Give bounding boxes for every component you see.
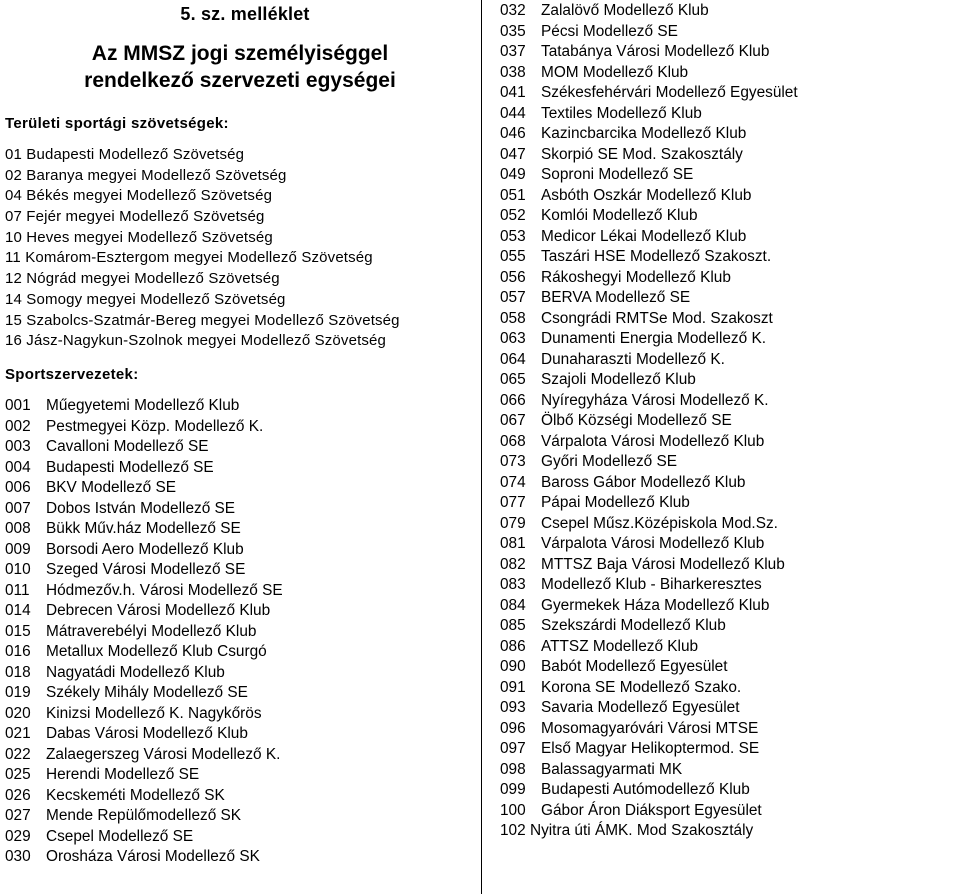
- club-item: [500, 247, 798, 268]
- federation-item: 15 Szabolcs-Szatmár-Bereg megyei Modellező Szövetség: [5, 311, 400, 329]
- club-item: [500, 288, 798, 309]
- club-name: Gyermekek Háza Modellező Klub: [541, 596, 770, 614]
- clubs-list-right: [500, 1, 798, 842]
- club-item: [5, 683, 283, 704]
- clubs-heading: Sportszervezetek:: [5, 366, 139, 383]
- club-code: 096: [500, 719, 526, 737]
- club-code: 041: [500, 84, 526, 101]
- club-name: Csepel Modellező SE: [46, 827, 194, 845]
- club-name: Pápai Modellező Klub: [541, 494, 690, 511]
- club-name: Zalalövő Modellező Klub: [541, 2, 709, 19]
- club-code: 079: [500, 514, 526, 532]
- club-code: 084: [500, 596, 526, 614]
- federation-item: 14 Somogy megyei Modellező Szövetség: [5, 290, 286, 308]
- club-item: [500, 42, 798, 63]
- main-title: [5, 40, 475, 94]
- club-name: Rákoshegyi Modellező Klub: [541, 268, 731, 286]
- club-code: 002: [5, 417, 31, 435]
- club-code: 057: [500, 289, 526, 306]
- club-code: 025: [5, 766, 31, 783]
- club-name: Debrecen Városi Modellező Klub: [46, 602, 271, 619]
- club-code: 056: [500, 268, 526, 286]
- club-name: Orosháza Városi Modellező SK: [46, 848, 260, 865]
- club-name: Skorpió SE Mod. Szakosztály: [541, 145, 743, 163]
- club-name: Várpalota Városi Modellező Klub: [541, 432, 765, 450]
- club-code: 035: [500, 22, 526, 40]
- club-code: 055: [500, 248, 526, 265]
- club-item: [500, 780, 798, 801]
- club-item: [500, 411, 798, 432]
- federation-item: 01 Budapesti Modellező Szövetség: [5, 146, 245, 163]
- club-item: [500, 452, 798, 473]
- club-item: [500, 657, 798, 678]
- club-name: Győri Modellező SE: [541, 453, 678, 470]
- club-item: [5, 786, 283, 807]
- club-code: 093: [500, 699, 526, 716]
- club-item: [5, 396, 283, 417]
- club-name: Székesfehérvári Modellező Egyesület: [541, 84, 798, 101]
- club-name: Tatabánya Városi Modellező Klub: [541, 43, 770, 60]
- club-name: Babót Modellező Egyesület: [541, 658, 728, 675]
- club-name: Bükk Műv.ház Modellező SE: [46, 520, 241, 537]
- club-item: [500, 22, 798, 43]
- federations-heading: Területi sportági szövetségek:: [5, 115, 229, 132]
- club-item: [5, 806, 283, 827]
- club-name: Budapesti Autómodellező Klub: [541, 781, 750, 798]
- club-code: 066: [500, 391, 526, 409]
- club-code: 099: [500, 781, 526, 798]
- club-item: [500, 801, 798, 822]
- club-item: [500, 124, 798, 145]
- club-code: 038: [500, 63, 526, 81]
- club-item: [500, 432, 798, 453]
- club-name: Textiles Modellező Klub: [541, 104, 702, 122]
- club-item: [500, 165, 798, 186]
- column-divider: [481, 0, 482, 894]
- club-name: Dunamenti Energia Modellező K.: [541, 330, 766, 347]
- club-code: 014: [5, 602, 31, 619]
- club-item: [5, 437, 283, 458]
- club-item: [500, 473, 798, 494]
- club-code: 051: [500, 186, 526, 204]
- club-code: 086: [500, 637, 526, 655]
- club-code: 053: [500, 227, 526, 245]
- club-code: 018: [5, 663, 31, 681]
- club-name: Pestmegyei Közp. Modellező K.: [46, 417, 264, 435]
- club-name: Cavalloni Modellező SE: [46, 438, 209, 455]
- club-item: [5, 765, 283, 786]
- club-item: [500, 227, 798, 248]
- club-code: 029: [5, 827, 31, 845]
- club-name: Székely Mihály Modellező SE: [46, 684, 248, 701]
- club-item: [500, 616, 798, 637]
- club-name: Mátraverebélyi Modellező Klub: [46, 622, 257, 640]
- club-item: [5, 724, 283, 745]
- club-name: Első Magyar Helikoptermod. SE: [541, 740, 760, 757]
- club-item: [500, 637, 798, 658]
- federation-item: 16 Jász-Nagykun-Szolnok megyei Modellező Szövetség: [5, 332, 387, 350]
- club-name: Soproni Modellező SE: [541, 166, 694, 183]
- club-name: Metallux Modellező Klub Csurgó: [46, 643, 267, 660]
- club-item: [5, 417, 283, 438]
- club-code: 058: [500, 309, 526, 327]
- club-item: [5, 519, 283, 540]
- club-name: Korona SE Modellező Szako.: [541, 678, 742, 696]
- club-item: [5, 827, 283, 848]
- club-name: Nagyatádi Modellező Klub: [46, 663, 225, 681]
- club-code: 008: [5, 520, 31, 537]
- club-item: [5, 458, 283, 479]
- club-name: Kecskeméti Modellező SK: [46, 786, 225, 804]
- club-item: [500, 760, 798, 781]
- main-title-line-1: Az MMSZ jogi személyiséggel: [91, 42, 389, 65]
- club-name: Csongrádi RMTSe Mod. Szakoszt: [541, 309, 773, 327]
- club-item: [500, 104, 798, 125]
- club-item: [5, 622, 283, 643]
- club-code: 011: [5, 581, 30, 599]
- club-name: Borsodi Aero Modellező Klub: [46, 540, 244, 558]
- club-item: [5, 601, 283, 622]
- club-code: 010: [5, 561, 31, 578]
- federation-item: 07 Fejér megyei Modellező Szövetség: [5, 208, 265, 226]
- club-code: 047: [500, 145, 526, 163]
- club-name: 102 Nyitra úti ÁMK. Mod Szakosztály: [500, 822, 754, 839]
- federation-item: 10 Heves megyei Modellező Szövetség: [5, 228, 273, 246]
- club-name: Nyíregyháza Városi Modellező K.: [541, 391, 769, 409]
- club-code: 046: [500, 125, 526, 142]
- club-item: [500, 514, 798, 535]
- club-code: 044: [500, 104, 526, 122]
- main-title-line-2: rendelkező szervezeti egységei: [84, 69, 396, 92]
- club-item: [500, 555, 798, 576]
- club-item: [500, 575, 798, 596]
- club-item: [500, 493, 798, 514]
- club-name: Balassagyarmati MK: [541, 760, 683, 778]
- club-code: 097: [500, 740, 526, 757]
- club-name: Ölbő Községi Modellező SE: [541, 412, 732, 429]
- club-code: 020: [5, 704, 31, 722]
- club-name: Kazincbarcika Modellező Klub: [541, 125, 747, 142]
- club-item: [5, 663, 283, 684]
- club-name: Asbóth Oszkár Modellező Klub: [541, 186, 752, 204]
- club-item: [500, 145, 798, 166]
- club-name: Budapesti Modellező SE: [46, 458, 214, 476]
- club-code: 052: [500, 207, 526, 224]
- club-name: MTTSZ Baja Városi Modellező Klub: [541, 555, 785, 573]
- club-item: [500, 83, 798, 104]
- club-code: 077: [500, 494, 526, 511]
- club-item: [500, 63, 798, 84]
- club-name: Dunaharaszti Modellező K.: [541, 350, 725, 368]
- club-code: 081: [500, 535, 526, 552]
- club-item: [5, 540, 283, 561]
- club-code: 073: [500, 453, 526, 470]
- club-code: 007: [5, 499, 31, 517]
- club-code: 009: [5, 540, 31, 558]
- club-name: Savaria Modellező Egyesület: [541, 699, 740, 716]
- club-name: Szajoli Modellező Klub: [541, 371, 696, 388]
- club-name: Mosomagyaróvári Városi MTSE: [541, 719, 759, 737]
- club-code: 090: [500, 658, 526, 675]
- club-code: 022: [5, 745, 31, 763]
- club-item: [5, 847, 283, 868]
- club-item: [500, 739, 798, 760]
- club-name: Modellező Klub - Biharkeresztes: [541, 576, 762, 593]
- club-item: [500, 534, 798, 555]
- club-name: Baross Gábor Modellező Klub: [541, 473, 746, 491]
- clubs-list-left: [5, 396, 283, 868]
- club-item: [500, 309, 798, 330]
- club-code: 082: [500, 555, 526, 573]
- club-name: Zalaegerszeg Városi Modellező K.: [46, 745, 281, 763]
- club-name: Kinizsi Modellező K. Nagykőrös: [46, 704, 262, 722]
- club-item: [5, 499, 283, 520]
- club-name: Gábor Áron Diáksport Egyesület: [541, 801, 762, 819]
- club-code: 085: [500, 617, 526, 634]
- club-item: [5, 642, 283, 663]
- club-code: 027: [5, 807, 31, 824]
- club-name: Taszári HSE Modellező Szakoszt.: [541, 248, 772, 265]
- club-code: 083: [500, 576, 526, 593]
- club-name: Szeged Városi Modellező SE: [46, 561, 246, 578]
- club-item: [500, 370, 798, 391]
- club-item: [5, 478, 283, 499]
- club-code: 032: [500, 2, 526, 19]
- club-name: Pécsi Modellező SE: [541, 22, 678, 40]
- club-code: 091: [500, 678, 526, 696]
- club-name: Műegyetemi Modellező Klub: [46, 397, 240, 414]
- club-code: 001: [5, 397, 31, 414]
- club-code: 004: [5, 458, 31, 476]
- club-code: 037: [500, 43, 526, 60]
- club-code: 067: [500, 412, 526, 429]
- club-item: [500, 719, 798, 740]
- club-code: 049: [500, 166, 526, 183]
- club-item: [5, 704, 283, 725]
- club-name: Dobos István Modellező SE: [46, 499, 236, 517]
- club-code: 006: [5, 479, 31, 496]
- club-code: 016: [5, 643, 31, 660]
- club-item: [500, 698, 798, 719]
- club-code: 064: [500, 350, 526, 368]
- club-name: Szekszárdi Modellező Klub: [541, 617, 726, 634]
- club-item: [500, 821, 798, 842]
- club-name: Mende Repülőmodellező SK: [46, 807, 242, 824]
- club-item: [500, 1, 798, 22]
- club-code: 068: [500, 432, 526, 450]
- annex-title: 5. sz. melléklet: [180, 4, 310, 24]
- club-code: 100: [500, 801, 526, 819]
- club-name: BKV Modellező SE: [46, 479, 177, 496]
- club-code: 098: [500, 760, 526, 778]
- club-code: 030: [5, 848, 31, 865]
- club-item: [500, 186, 798, 207]
- club-code: 065: [500, 371, 526, 388]
- federations-list: [5, 145, 400, 352]
- club-name: Herendi Modellező SE: [46, 766, 200, 783]
- club-name: ATTSZ Modellező Klub: [541, 637, 699, 655]
- club-item: [5, 745, 283, 766]
- club-name: Hódmezőv.h. Városi Modellező SE: [46, 581, 283, 599]
- federation-item: 12 Nógrád megyei Modellező Szövetség: [5, 270, 280, 288]
- club-item: [500, 268, 798, 289]
- club-item: [500, 350, 798, 371]
- club-item: [500, 596, 798, 617]
- club-name: Komlói Modellező Klub: [541, 207, 698, 224]
- club-code: 074: [500, 473, 526, 491]
- federation-item: 02 Baranya megyei Modellező Szövetség: [5, 166, 287, 184]
- club-item: [500, 678, 798, 699]
- club-item: [5, 581, 283, 602]
- club-code: 021: [5, 725, 31, 742]
- club-name: MOM Modellező Klub: [541, 63, 689, 81]
- club-item: [500, 391, 798, 412]
- federation-item: 04 Békés megyei Modellező Szövetség: [5, 187, 273, 205]
- club-code: 026: [5, 786, 31, 804]
- club-code: 063: [500, 330, 526, 347]
- club-name: Medicor Lékai Modellező Klub: [541, 227, 747, 245]
- club-name: Dabas Városi Modellező Klub: [46, 725, 248, 742]
- federation-item: 11 Komárom-Esztergom megyei Modellező Szövetség: [5, 249, 373, 267]
- club-item: [5, 560, 283, 581]
- club-item: [500, 329, 798, 350]
- club-name: Várpalota Városi Modellező Klub: [541, 535, 765, 552]
- club-code: 003: [5, 438, 31, 455]
- club-code: 015: [5, 622, 31, 640]
- club-code: 019: [5, 684, 31, 701]
- club-name: BERVA Modellező SE: [541, 289, 691, 306]
- club-item: [500, 206, 798, 227]
- club-name: Csepel Műsz.Középiskola Mod.Sz.: [541, 514, 778, 532]
